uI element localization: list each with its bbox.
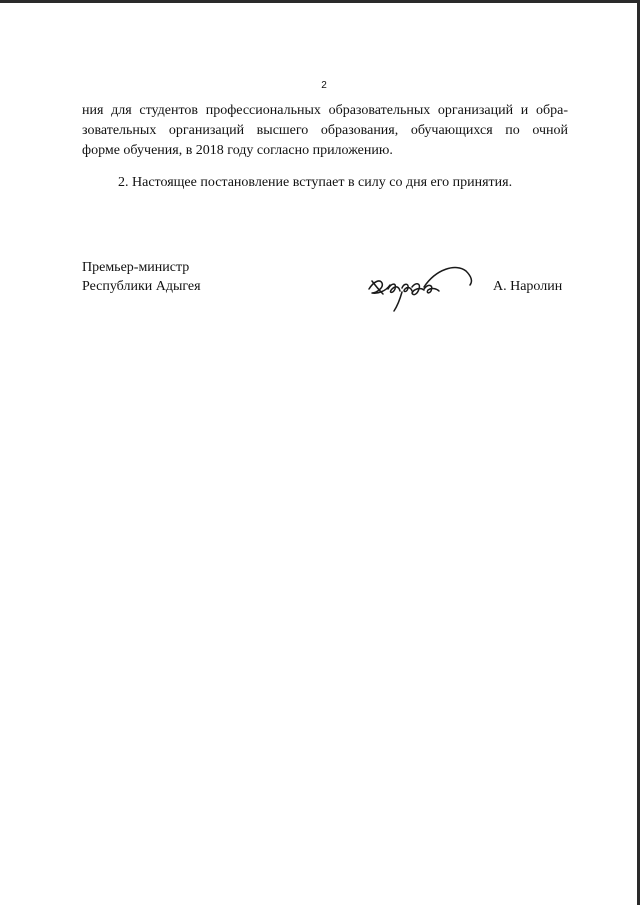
scan-border-top (0, 0, 640, 3)
signer-title-line: Республики Адыгея (82, 279, 201, 294)
signature-icon (366, 263, 478, 315)
clause-2-text: 2. Настоящее постановление вступает в силу со дня его принятия. (118, 175, 513, 190)
paragraph-line: форме обучения, в 2018 году согласно приложению. (82, 143, 393, 158)
paragraph-line: зовательных организаций высшего образования, обучающихся по очной (82, 123, 568, 138)
paragraph-line: ния для студентов профессиональных образовательных организаций и обра- (82, 103, 568, 118)
page-number: 2 (321, 80, 327, 91)
signer-title-line: Премьер-министр (82, 260, 190, 275)
paragraph-continuation (82, 101, 568, 161)
signer-name: А. Наролин (493, 279, 563, 294)
signer-title (82, 258, 201, 296)
